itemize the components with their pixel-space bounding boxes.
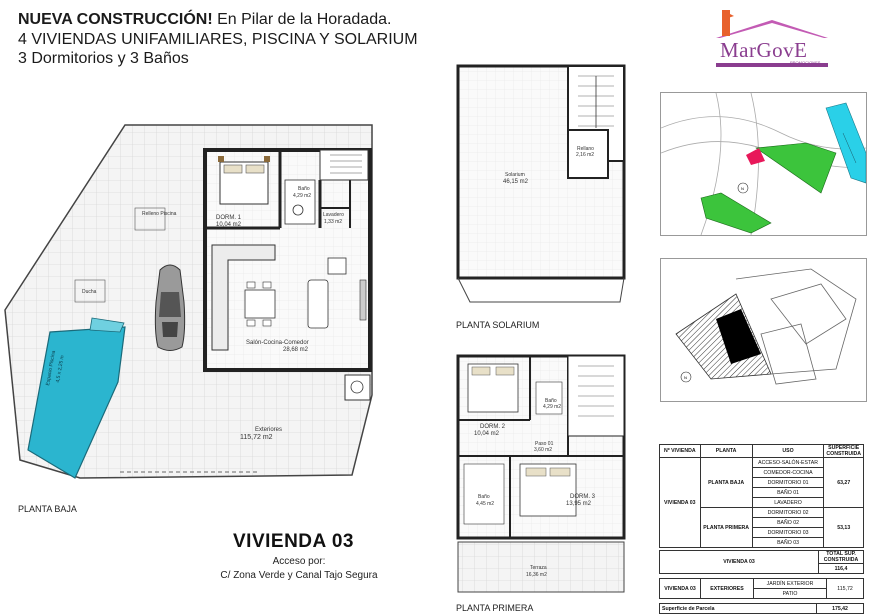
bano2-label: Baño	[545, 398, 557, 404]
planta-primera-plan	[450, 352, 628, 600]
uso-pp-3: BAÑO 03	[752, 538, 824, 548]
exteriores-area: 115,72 m2	[240, 434, 273, 441]
planta-primera-title: PLANTA PRIMERA	[456, 603, 534, 613]
total-value: 116,4	[819, 564, 864, 574]
dorm3-label: DORM. 3	[570, 494, 596, 500]
terraza-label: Terraza	[530, 565, 547, 571]
margove-logo	[712, 8, 832, 70]
ext-uso-1: PATIO	[754, 589, 827, 599]
planta-solarium-title: PLANTA SOLARIUM	[456, 320, 540, 330]
cell-vivienda: VIVIENDA 03	[660, 458, 701, 548]
solarium-label: Solarium	[505, 172, 525, 178]
rellano-label: Rellano	[577, 146, 594, 152]
solarium-area: 46,15 m2	[503, 179, 529, 185]
site-plan-drawing	[661, 259, 866, 401]
rellano-area: 2,16 m2	[576, 152, 595, 158]
rooms-line: 3 Dormitorios y 3 Baños	[18, 50, 189, 67]
planta-baja-plan	[0, 120, 385, 500]
paso-area: 3,60 m2	[534, 447, 553, 453]
header-superficie: SUPERFICIE CONSTRUIDA	[824, 445, 864, 458]
ext-sup: 115,72	[827, 579, 864, 599]
ext-vivienda: VIVIENDA 03	[660, 579, 701, 599]
uso-pb-4: LAVADERO	[752, 498, 824, 508]
svg-text:N: N	[684, 375, 687, 380]
uso-pb-0: ACCESO-SALÓN-ESTAR	[752, 458, 824, 468]
logo-text: MarGovE	[720, 38, 808, 62]
vivienda-title: VIVIENDA 03	[233, 531, 354, 552]
headline	[18, 11, 391, 28]
acceso-label: Acceso por:	[272, 556, 326, 567]
parcela-label: Superficie de Parcela	[660, 604, 817, 614]
header-planta: PLANTA	[700, 445, 752, 458]
relleno-label: Relleno Piscina	[142, 211, 177, 217]
planta-baja-title: PLANTA BAJA	[18, 504, 77, 514]
dorm3-area: 13,95 m2	[566, 501, 592, 507]
planta-baja-drawing	[0, 120, 385, 500]
header-vivienda: Nº VIVIENDA	[660, 445, 701, 458]
planta-primera-drawing	[450, 352, 628, 600]
ext-planta: EXTERIORES	[701, 579, 754, 599]
site-plan-map	[660, 258, 867, 402]
salon-area: 28,68 m2	[283, 347, 309, 353]
uso-pp-2: DORMITORIO 03	[752, 528, 824, 538]
acceso-value: C/ Zona Verde y Canal Tajo Segura	[220, 570, 378, 581]
paso-label: Paso 01	[535, 441, 554, 447]
ext-uso-0: JARDÍN EXTERIOR	[754, 579, 827, 589]
uso-pp-0: DORMITORIO 02	[752, 508, 824, 518]
bano-area: 4,29 m2	[293, 193, 312, 199]
terraza-area: 16,36 m2	[526, 572, 547, 578]
piscina-dims: 4,5 x 2,25 m	[55, 354, 66, 384]
bano-label: Baño	[298, 186, 310, 192]
header-uso: USO	[752, 445, 824, 458]
bano3-label: Baño	[478, 494, 490, 500]
dorm1-label: DORM. 1	[216, 215, 242, 221]
uso-pb-1: COMEDOR-COCINA	[752, 468, 824, 478]
cell-planta-primera: PLANTA PRIMERA	[700, 508, 752, 548]
planta-solarium-plan	[450, 62, 628, 318]
uso-pp-1: BAÑO 02	[752, 518, 824, 528]
headline-bold: NUEVA CONSTRUCCIÓN!	[18, 11, 213, 28]
planta-solarium-drawing	[450, 62, 628, 318]
subheadline: 4 VIVIENDAS UNIFAMILIARES, PISCINA Y SOLARIUM	[18, 31, 418, 48]
sup-pp: 53,13	[824, 508, 864, 548]
location-map	[660, 92, 867, 236]
lavadero-label: Lavadero	[323, 212, 344, 218]
surface-table	[659, 444, 864, 614]
lavadero-area: 1,33 m2	[324, 219, 343, 225]
cell-planta-baja: PLANTA BAJA	[700, 458, 752, 508]
exteriores-label: Exteriores	[255, 427, 283, 433]
total-header: TOTAL SUP. CONSTRUIDA	[819, 551, 864, 564]
salon-label: Salón-Cocina-Comedor	[246, 340, 309, 346]
logo-subtext: PROMOCIONES	[790, 60, 821, 65]
uso-pb-3: BAÑO 01	[752, 488, 824, 498]
dorm1-area: 10,04 m2	[216, 222, 242, 228]
location-map-drawing	[661, 93, 866, 235]
headline-rest: En Pilar de la Horadada.	[212, 11, 392, 28]
piscina-label: Espacio Piscina	[45, 350, 58, 387]
uso-pb-2: DORMITORIO 01	[752, 478, 824, 488]
total-vivienda: VIVIENDA 03	[660, 551, 819, 574]
dorm2-label: DORM. 2	[480, 424, 506, 430]
bano3-area: 4,45 m2	[476, 501, 495, 507]
svg-text:N: N	[741, 186, 744, 191]
sup-pb: 63,27	[824, 458, 864, 508]
parcela-value: 175,42	[817, 604, 864, 614]
bano2-area: 4,29 m2	[543, 404, 562, 410]
dorm2-area: 10,04 m2	[474, 431, 500, 437]
ducha-label: Ducha	[82, 289, 97, 295]
